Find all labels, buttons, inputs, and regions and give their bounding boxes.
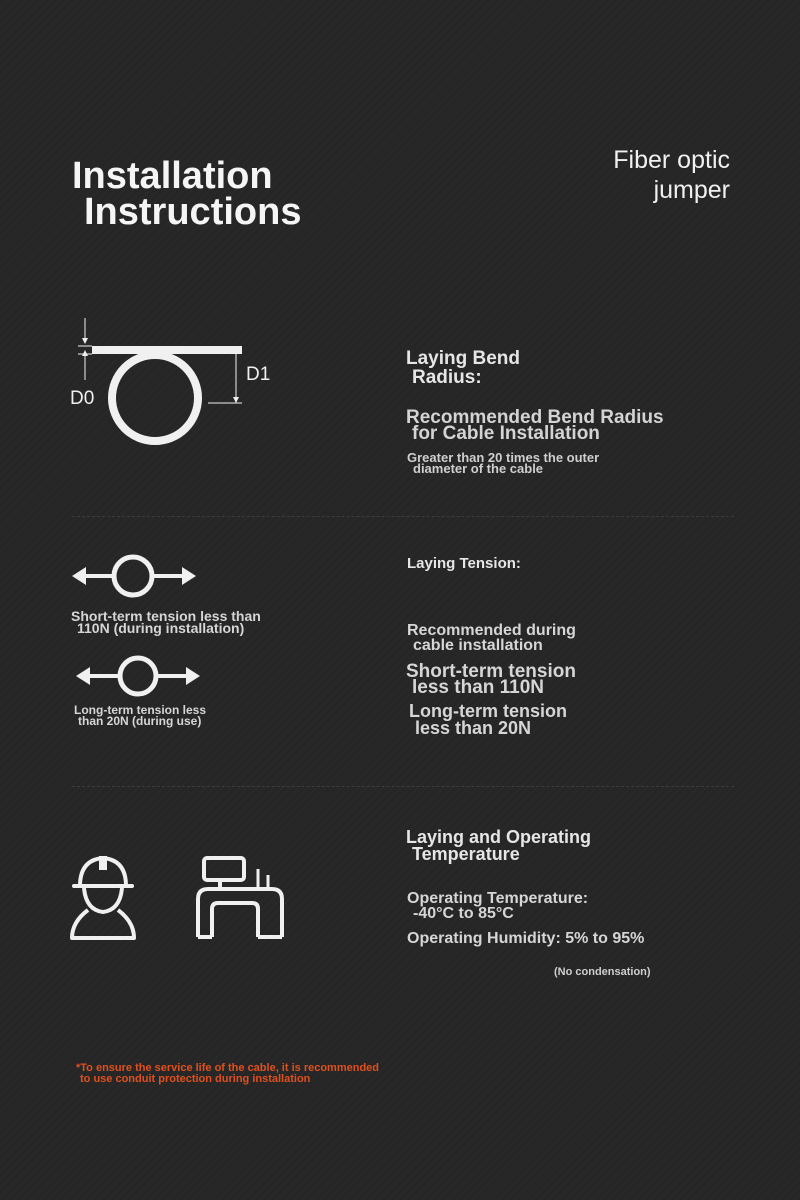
short-term-tension-line-2: less than 110N	[412, 677, 545, 698]
title-line-1: Installation	[72, 155, 273, 197]
bend-detail-line-1: Greater than 20 times the outer	[407, 450, 600, 465]
tension-recommendation-line-2: cable installation	[413, 637, 543, 654]
short-term-tension-line-1: Short-term tension	[406, 661, 576, 682]
short-term-tension-text	[406, 661, 576, 698]
long-term-caption-line-1: Long-term tension less	[74, 703, 207, 717]
tension-heading: Laying Tension:	[407, 555, 521, 572]
bend-radius-diagram	[60, 310, 290, 450]
subtitle-line-2: jumper	[653, 176, 730, 204]
temperature-heading	[406, 829, 591, 863]
long-term-caption	[74, 705, 206, 727]
equipment-icon	[194, 855, 286, 945]
bend-detail	[407, 452, 599, 474]
long-term-caption-line-2: than 20N (during use)	[78, 714, 202, 728]
operating-humidity: Operating Humidity: 5% to 95%	[407, 930, 645, 947]
page-title	[72, 155, 302, 233]
bend-detail-line-2: diameter of the cable	[413, 461, 544, 476]
worker-helmet-icon	[68, 852, 138, 944]
divider-1	[72, 516, 734, 517]
short-term-caption	[71, 610, 261, 634]
operating-temperature-line-2: -40°C to 85°C	[413, 905, 514, 922]
long-term-tension-line-2: less than 20N	[415, 718, 532, 738]
label-d1: D1	[246, 364, 271, 385]
subtitle-line-1: Fiber optic	[613, 146, 730, 174]
divider-2	[72, 786, 734, 787]
bend-heading-line-2: Radius:	[412, 367, 482, 388]
long-term-tension-icon	[74, 653, 204, 701]
product-subtitle	[613, 145, 730, 205]
footer-note	[76, 1063, 379, 1085]
temperature-heading-line-2: Temperature	[412, 844, 520, 864]
bend-heading-line-1: Laying Bend	[406, 348, 521, 369]
operating-temperature	[407, 891, 588, 921]
tension-recommendation	[407, 623, 576, 653]
bend-recommendation	[406, 407, 664, 444]
bend-recommendation-line-1: Recommended Bend Radius	[406, 407, 664, 428]
short-term-caption-line-2: 110N (during installation)	[77, 620, 245, 636]
temperature-heading-line-1: Laying and Operating	[406, 827, 592, 847]
bend-recommendation-line-2: for Cable Installation	[412, 423, 600, 444]
tension-recommendation-line-1: Recommended during	[407, 622, 576, 639]
footer-note-line-2: to use conduit protection during installation	[80, 1073, 311, 1085]
long-term-tension-text	[409, 703, 567, 737]
label-d0: D0	[70, 388, 95, 409]
long-term-tension-line-1: Long-term tension	[409, 701, 567, 721]
condensation-note: (No condensation)	[554, 966, 651, 978]
title-line-2: Instructions	[84, 191, 302, 233]
short-term-caption-line-1: Short-term tension less than	[71, 608, 261, 624]
footer-note-line-1: *To ensure the service life of the cable, it is recommended	[76, 1062, 380, 1074]
operating-temperature-line-1: Operating Temperature:	[407, 890, 589, 907]
bend-heading	[406, 349, 520, 387]
short-term-tension-icon	[70, 552, 200, 602]
